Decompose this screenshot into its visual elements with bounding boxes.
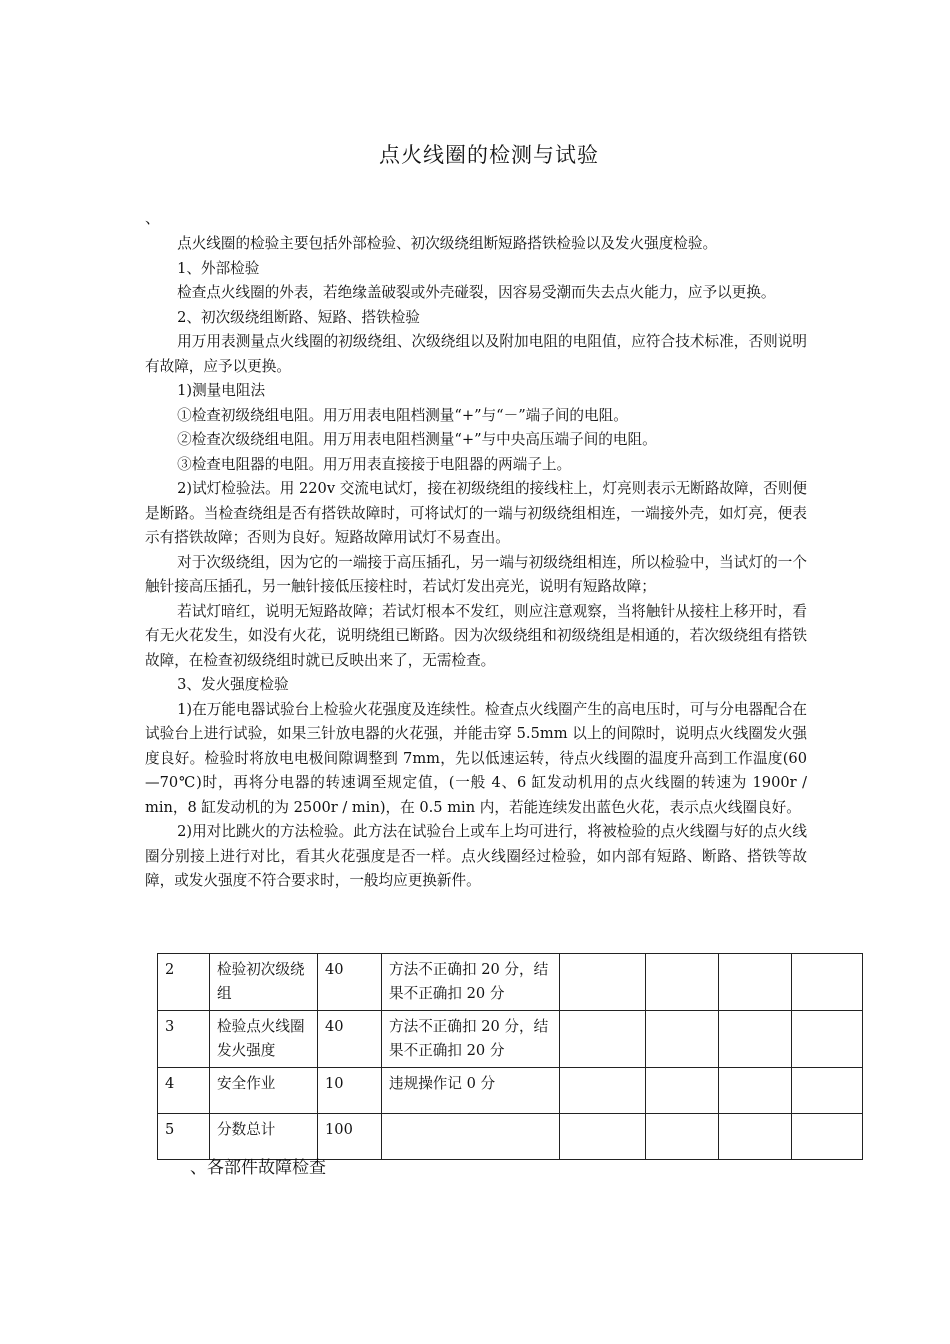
table-cell-empty	[719, 1068, 792, 1114]
table-cell-criteria: 方法不正确扣 20 分，结果不正确扣 20 分	[382, 1011, 560, 1068]
table-cell-no: 3	[158, 1011, 210, 1068]
paragraph: 若试灯暗红，说明无短路故障；若试灯根本不发红，则应注意观察，当将触针从接柱上移开时，看有无火花发生，如没有火花，说明绕组已断路。因为次级绕组和初级绕组是相通的，若次级绕组有搭铁故障，在检查初级绕组时就已反映出来了，无需检查。	[145, 602, 807, 669]
table-cell-empty	[560, 1068, 646, 1114]
table-cell-empty	[719, 1011, 792, 1068]
table-cell-empty	[792, 1114, 863, 1160]
table-cell-item: 检验初次级绕组	[210, 954, 318, 1011]
table-cell-empty	[719, 1114, 792, 1160]
table-cell-empty	[719, 954, 792, 1011]
paragraph: 检查点火线圈的外表，若绝缘盖破裂或外壳碰裂，因容易受潮而失去点火能力，应予以更换。	[177, 284, 776, 301]
table-cell-criteria: 方法不正确扣 20 分，结果不正确扣 20 分	[382, 954, 560, 1011]
table-cell-score: 40	[318, 1011, 382, 1068]
table-cell-item: 分数总计	[210, 1114, 318, 1160]
section-heading: 1、外部检验	[177, 259, 260, 277]
table-cell-empty	[646, 954, 719, 1011]
table-cell-no: 2	[158, 954, 210, 1011]
table-cell-score: 40	[318, 954, 382, 1011]
table-cell-empty	[792, 1011, 863, 1068]
paragraph: 2)用对比跳火的方法检验。此方法在试验台上或车上均可进行，将被检验的点火线圈与好的点火线圈分别接上进行对比，看其火花强度是否一样。点火线圈经过检验，如内部有短路、断路、搭铁等故障，或发火强度不符合要求时，一般均应更换新件。	[145, 823, 807, 889]
table-cell-empty	[646, 1011, 719, 1068]
table-cell-no: 4	[158, 1068, 210, 1114]
table-cell-criteria	[382, 1114, 560, 1160]
section-heading: 3、发火强度检验	[177, 676, 289, 693]
sub-heading: 1)测量电阻法	[177, 382, 266, 399]
paragraph: 用万用表测量点火线圈的初级绕组、次级绕组以及附加电阻的电阻值，应符合技术标准，否则说明有故障，应予以更换。	[145, 333, 807, 375]
table-cell-empty	[792, 1068, 863, 1114]
paragraph: 2)试灯检验法。用 220v 交流电试灯，接在初级绕组的接线柱上，灯亮则表示无断路故障，否则便是断路。当检查绕组是否有搭铁故障时，可将试灯的一端与初级绕组相连，一端接外壳，如灯亮，便表示有搭铁故障；否则为良好。短路故障用试灯不易查出。	[145, 480, 807, 546]
table-cell-item: 检验点火线圈发火强度	[210, 1011, 318, 1068]
table-row	[158, 1011, 863, 1068]
table-cell-empty	[560, 1114, 646, 1160]
document-title: 点火线圈的检测与试验	[379, 143, 599, 167]
table-cell-empty	[646, 1114, 719, 1160]
section-heading: 2、初次级绕组断路、短路、搭铁检验	[177, 308, 420, 326]
table-cell-score: 10	[318, 1068, 382, 1114]
paragraph: 点火线圈的检验主要包括外部检验、初次级绕组断短路搭铁检验以及发火强度检验。	[177, 235, 718, 252]
paragraph: ②检查次级绕组电阻。用万用表电阻档测量“+”与中央高压端子间的电阻。	[177, 431, 657, 448]
table-cell-score: 100	[318, 1114, 382, 1160]
table-cell-criteria: 违规操作记 0 分	[382, 1068, 560, 1114]
document-body	[145, 232, 807, 894]
scoring-table	[157, 953, 863, 1160]
paragraph: ③检查电阻器的电阻。用万用表直接接于电阻器的两端子上。	[177, 455, 572, 473]
table-cell-no: 5	[158, 1114, 210, 1160]
list-marker: 、	[145, 209, 161, 227]
table-row	[158, 954, 863, 1011]
table-cell-empty	[646, 1068, 719, 1114]
table-cell-empty	[792, 954, 863, 1011]
table-cell-empty	[560, 1011, 646, 1068]
table-row	[158, 1068, 863, 1114]
paragraph: 对于次级绕组，因为它的一端接于高压插孔，另一端与初级绕组相连，所以检验中，当试灯的一个触针接高压插孔，另一触针接低压接柱时，若试灯发出亮光，说明有短路故障；	[145, 553, 807, 595]
footer-heading: 、各部件故障检查	[190, 1158, 326, 1178]
table-cell-item: 安全作业	[210, 1068, 318, 1114]
paragraph: 1)在万能电器试验台上检验火花强度及连续性。检查点火线圈产生的高电压时，可与分电器配合在试验台上进行试验，如果三针放电器的火花强，并能击穿 5.5mm 以上的间隙时，说明点火线圈发火强度良好。检验时将放电电极间隙调整到 7mm，先以低速运转，待点火线圈的温度升高到工作温度(60—70℃)时，再将分电器的转速调至规定值，(一般 4、6 缸发动机用的点火线圈的转速为 1900r / min，8 缸发动机的为 2500r / min)，在 0.5 min 内，若能连续发出蓝色火花，表示点火线圈良好。	[145, 700, 807, 816]
table-cell-empty	[560, 954, 646, 1011]
paragraph: ①检查初级绕组电阻。用万用表电阻档测量“+”与“－”端子间的电阻。	[177, 406, 628, 424]
